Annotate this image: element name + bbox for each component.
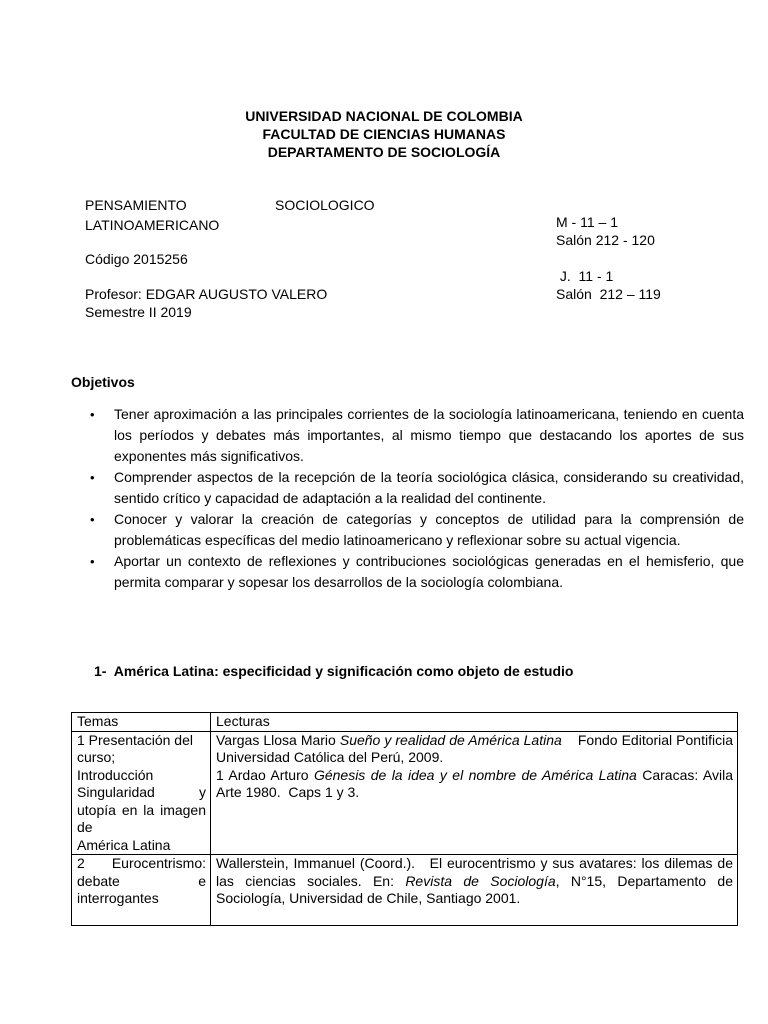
objective-item: • Comprender aspectos de la recepción de la teoría sociológica clásica, considerando su creatividad, sentido crítico y capacidad de adaptación a la realidad del continente.: [90, 469, 744, 506]
table-row: [72, 731, 738, 855]
faculty-name: FACULTAD DE CIENCIAS HUMANAS: [262, 126, 506, 142]
professor-name: Profesor: EDGAR AUGUSTO VALERO: [85, 286, 328, 302]
schedule-slot-1-day: M - 11 – 1: [556, 214, 618, 230]
topic-cell: 2 Eurocentrismo: debate e interrogantes: [72, 855, 211, 926]
department-name: DEPARTAMENTO DE SOCIOLOGÍA: [267, 144, 501, 160]
course-title-word-1: PENSAMIENTO: [85, 197, 187, 213]
objectives-list: [88, 404, 744, 593]
table-row: [72, 855, 738, 926]
semester: Semestre II 2019: [85, 304, 192, 320]
objective-item: • Tener aproximación a las principales corrientes de la sociología latinoamericana, teniendo en cuenta los períodos y debates más importantes, al mismo tiempo que destacando los aportes de sus exponentes más significativos.: [90, 406, 744, 464]
course-title-word-3: LATINOAMERICANO: [85, 217, 220, 233]
schedule-slot-1-room: Salón 212 - 120: [556, 232, 655, 248]
reading-entry: Vargas Llosa Mario Sueño y realidad de América Latina Fondo Editorial Pontificia Universidad Católica del Perú, 2009.: [216, 731, 737, 765]
university-name: UNIVERSIDAD NACIONAL DE COLOMBIA: [245, 108, 523, 124]
schedule-slot-2-room: Salón 212 – 119: [556, 286, 661, 302]
reading-entry: Wallerstein, Immanuel (Coord.). El eurocentrismo y sus avatares: los dilemas de las ciencias sociales. En: Revista de Sociología, N°15, Departamento de Sociología, Universidad de Chile, Santiago 2001.: [216, 855, 737, 906]
objective-item: • Conocer y valorar la creación de categorías y conceptos de utilidad para la comprensión de problemáticas específicas del medio latinoamericano y reflexionar sobre su actual vigencia.: [90, 511, 744, 548]
document-header: [0, 107, 768, 161]
objective-item: • Aportar un contexto de reflexiones y contribuciones sociológicas generadas en el hemisferio, que permita comparar y sopesar los desarrollos de la sociología colombiana.: [90, 553, 744, 590]
reading-entry: 1 Ardao Arturo Génesis de la idea y el nombre de América Latina Caracas: Avila Arte 1980. Caps 1 y 3.: [216, 766, 737, 800]
readings-cell: [211, 855, 738, 926]
bullet-icon: •: [90, 470, 95, 485]
readings-table: [71, 712, 738, 926]
schedule-slot-2-day: J. 11 - 1: [556, 268, 614, 284]
bullet-icon: •: [90, 512, 95, 527]
readings-cell: [211, 731, 738, 855]
table-header-row: [72, 713, 738, 732]
bullet-icon: •: [90, 554, 95, 569]
section-1-title: 1- América Latina: especificidad y significación como objeto de estudio: [94, 663, 574, 679]
course-title-word-2: SOCIOLOGICO: [275, 197, 375, 213]
header-temas: Temas: [72, 713, 211, 732]
header-lecturas: Lecturas: [211, 713, 738, 732]
topic-cell: 1 Presentación del curso; Introducción Singularidad y utopía en la imagen de América Latina: [72, 731, 211, 855]
bullet-icon: •: [90, 407, 95, 422]
course-code: Código 2015256: [85, 251, 188, 267]
objectives-heading: Objetivos: [71, 374, 135, 390]
